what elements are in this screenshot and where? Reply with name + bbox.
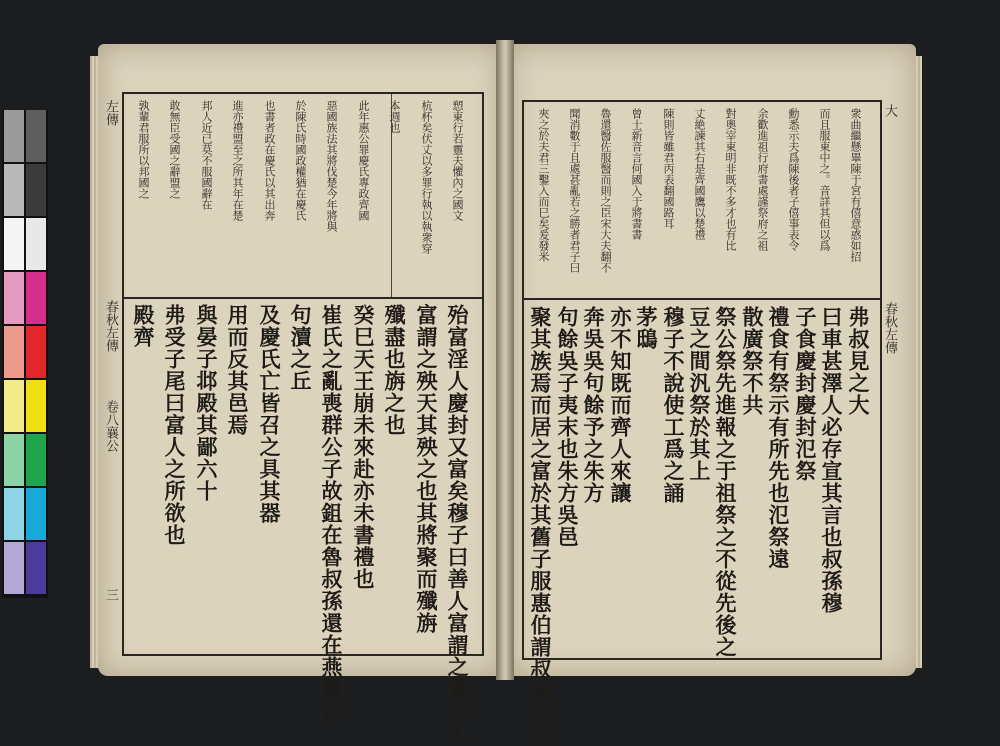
text-column: 對奧宰東明非既不多才也有比 [724, 108, 737, 251]
text-column: 本週也 [388, 100, 401, 133]
swatch-salmon [4, 326, 24, 378]
text-column: 殆富淫人慶封又富矣穆子曰善人富謂之賞淫人 [445, 304, 470, 744]
left-page-divider [122, 297, 482, 299]
text-column: 惡國族法其將伐楚今年將與 [325, 100, 338, 232]
swatch-white-2 [26, 218, 46, 270]
text-column: 弗叔見之大 [846, 306, 871, 416]
text-column: 句餘吳子夷末也朱方吳邑 [555, 306, 580, 548]
text-column: 及慶氏亡皆召之具其器 [257, 304, 282, 524]
text-column: 余歡進祖行府書處謹祭府之祖 [756, 108, 769, 251]
text-column: 用而反其邑焉 [225, 304, 250, 436]
swatch-gray-4 [26, 164, 46, 216]
text-column: 殲盡也旃之也 [382, 304, 407, 436]
text-column: 句瀆之丘 [288, 304, 313, 392]
text-column: 孰輩君服所以邦國之 [137, 100, 150, 199]
swatch-yellow [26, 380, 46, 432]
swatch-lavender [4, 542, 24, 594]
text-column: 陳則皆雖君丙表翻國路耳 [662, 108, 675, 229]
left-page-number: 三 [103, 588, 118, 601]
text-column: 癸巳天王崩未來赴亦未書禮也 [351, 304, 376, 590]
book-spine [496, 40, 514, 680]
swatch-red [26, 326, 46, 378]
swatch-gray-2 [26, 110, 46, 162]
swatch-gray-3 [4, 164, 24, 216]
text-column: 祭公祭先進報之于祖祭之不從先後之 [713, 306, 738, 658]
swatch-light-cyan [4, 488, 24, 540]
swatch-violet [26, 542, 46, 594]
text-column: 子食慶封慶封氾祭 [793, 306, 818, 482]
text-column: 崔氏之亂喪群公子故鉏在魯叔孫還在燕賈在 [319, 304, 344, 722]
text-column: 而且服東中之。音詳其但以爲 [818, 108, 831, 251]
color-checker [2, 110, 48, 598]
text-column: 勳悉示夫爲陳後者子僖事表令 [787, 108, 800, 251]
text-column: 敢無臣受國之辭盟之 [168, 100, 181, 199]
text-column: 夾之於夫君三鑿入而巳矣爰發米 [537, 108, 550, 262]
swatch-gray-1 [4, 110, 24, 162]
left-margin-chapter: 卷八襄公 [103, 400, 118, 452]
text-column: 曰車甚澤人必存宣其言也叔孫穆 [819, 306, 844, 614]
right-margin-lower: 春秋左傳 [882, 302, 897, 354]
text-column: 魯還醫佐服醫而則之臣宋大夫翻不 [599, 108, 612, 273]
text-column: 與晏子邶殿其鄙六十 [194, 304, 219, 502]
text-column: 弗受子尾曰富人之所欲也 [162, 304, 187, 546]
text-column: 丈絶諫其右是齊國鷹以楚禮 [693, 108, 706, 240]
text-column: 於陳氏時國政權猶在慶氏 [294, 100, 307, 221]
swatch-light-green [4, 434, 24, 486]
text-column: 散廣祭不共 [740, 306, 765, 416]
text-column: 亦不知既而齊人來讓 [608, 306, 633, 504]
right-margin-top: 大 [882, 104, 897, 117]
text-column: 進亦禮盟至之所其年在楚 [231, 100, 244, 221]
text-column: 也書者政在慶氏以其出奔 [263, 100, 276, 221]
text-column: 聞消數于且處甚亂若之勝者君子曰 [568, 108, 581, 273]
text-column: 邦人近已莫不服國辭在 [200, 100, 213, 210]
text-column: 此年惠公罪慶氏專政齊國 [357, 100, 370, 221]
swatch-magenta [26, 272, 46, 324]
swatch-pink [4, 272, 24, 324]
right-page-divider [522, 298, 880, 300]
text-column: 禮食有祭示有所先也氾祭遠 [766, 306, 791, 570]
text-column: 殿齊 [131, 304, 156, 348]
text-column: 曾士新音言何國入于將書書 [630, 108, 643, 240]
swatch-cyan [26, 488, 46, 540]
text-column: 富謂之殃天其殃之也其將聚而殲旃 [414, 304, 439, 634]
left-margin-lower: 春秋左傳 [103, 300, 118, 352]
text-column: 穆子不說使工爲之誦 [661, 306, 686, 504]
swatch-white [4, 218, 24, 270]
text-column: 杭杯矣伏丈以多罪行執以執衆穿 [420, 100, 433, 254]
text-column: 衆曲繼懸畢陳于宮有僖意惑如招 [849, 108, 862, 262]
text-column: 茅鴟 [634, 306, 659, 350]
text-column: 奔吳吳句餘予之朱方 [581, 306, 606, 504]
left-margin-upper: 左傳 [103, 100, 118, 126]
text-column: 聚其族焉而居之富於其舊子服惠伯謂叔孫曰天 [528, 306, 553, 746]
text-column: 豆之間汎祭於其上 [687, 306, 712, 482]
text-column: 愬東行若靈夫懼內之國文 [451, 100, 464, 221]
swatch-light-yellow [4, 380, 24, 432]
swatch-green [26, 434, 46, 486]
